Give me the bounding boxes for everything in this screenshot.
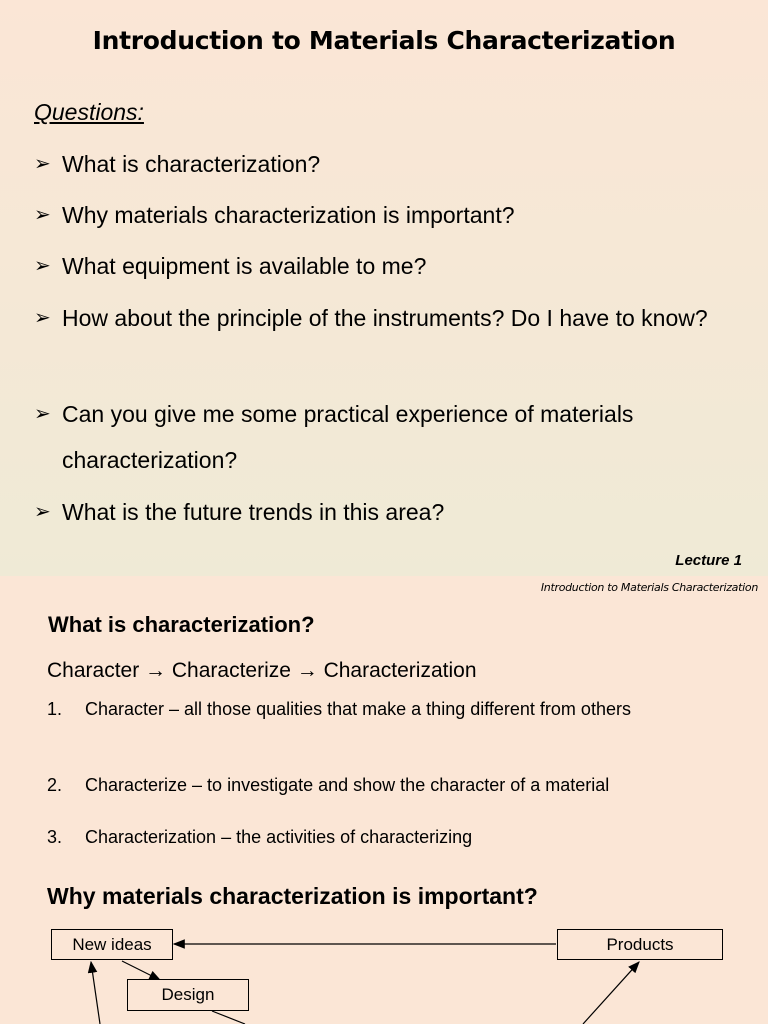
slide-header: Introduction to Materials Characterization: [540, 581, 758, 594]
definition-text: Characterize – to investigate and show the character of a material: [85, 775, 610, 795]
question-text: What is characterization?: [62, 151, 321, 177]
arrow-new-ideas-to-design: [122, 961, 160, 980]
design-box: Design: [127, 979, 249, 1011]
slide-what-is-characterization: [0, 576, 768, 1024]
question-item: [34, 141, 734, 187]
slide-title: Introduction to Materials Characterization: [92, 26, 676, 55]
question-text: What is the future trends in this area?: [62, 499, 445, 525]
question-text: What equipment is available to me?: [62, 253, 427, 279]
lecture-label: Lecture 1: [675, 552, 742, 569]
question-item: [34, 192, 734, 238]
definition-text: Character – all those qualities that make a thing different from others: [85, 699, 631, 719]
question-text: Why materials characterization is important?: [62, 202, 515, 228]
arrowhead-bullet-icon: ➢: [34, 307, 51, 329]
arrowhead-bullet-icon: ➢: [34, 255, 51, 277]
section-heading: What is characterization?: [48, 612, 315, 637]
arrow-up-to-new-ideas: [91, 962, 100, 1024]
arrowhead-bullet-icon: ➢: [34, 403, 51, 425]
question-text: Can you give me some practical experience of materials characterization?: [62, 401, 634, 473]
arrowhead-bullet-icon: ➢: [34, 501, 51, 523]
products-box: Products: [557, 929, 723, 960]
section-heading: Why materials characterization is important?: [47, 883, 538, 909]
arrowhead-bullet-icon: ➢: [34, 153, 51, 175]
definition-number: 3.: [47, 827, 63, 847]
new-ideas-box: New ideas: [51, 929, 173, 960]
definition-number: 1.: [47, 699, 63, 719]
question-text: How about the principle of the instruments? Do I have to know?: [62, 305, 708, 331]
question-item: [34, 295, 714, 341]
question-item: [34, 391, 714, 483]
arrowhead-bullet-icon: ➢: [34, 204, 51, 226]
questions-label: Questions:: [34, 99, 144, 125]
word-chain: Character → Characterize → Characterization: [47, 659, 477, 682]
definition-number: 2.: [47, 775, 63, 795]
arrow-from-design: [212, 1011, 245, 1024]
question-item: [34, 489, 734, 535]
arrow-up-to-products: [583, 962, 639, 1024]
question-item: [34, 243, 734, 289]
definition-text: Characterization – the activities of characterizing: [85, 827, 473, 847]
